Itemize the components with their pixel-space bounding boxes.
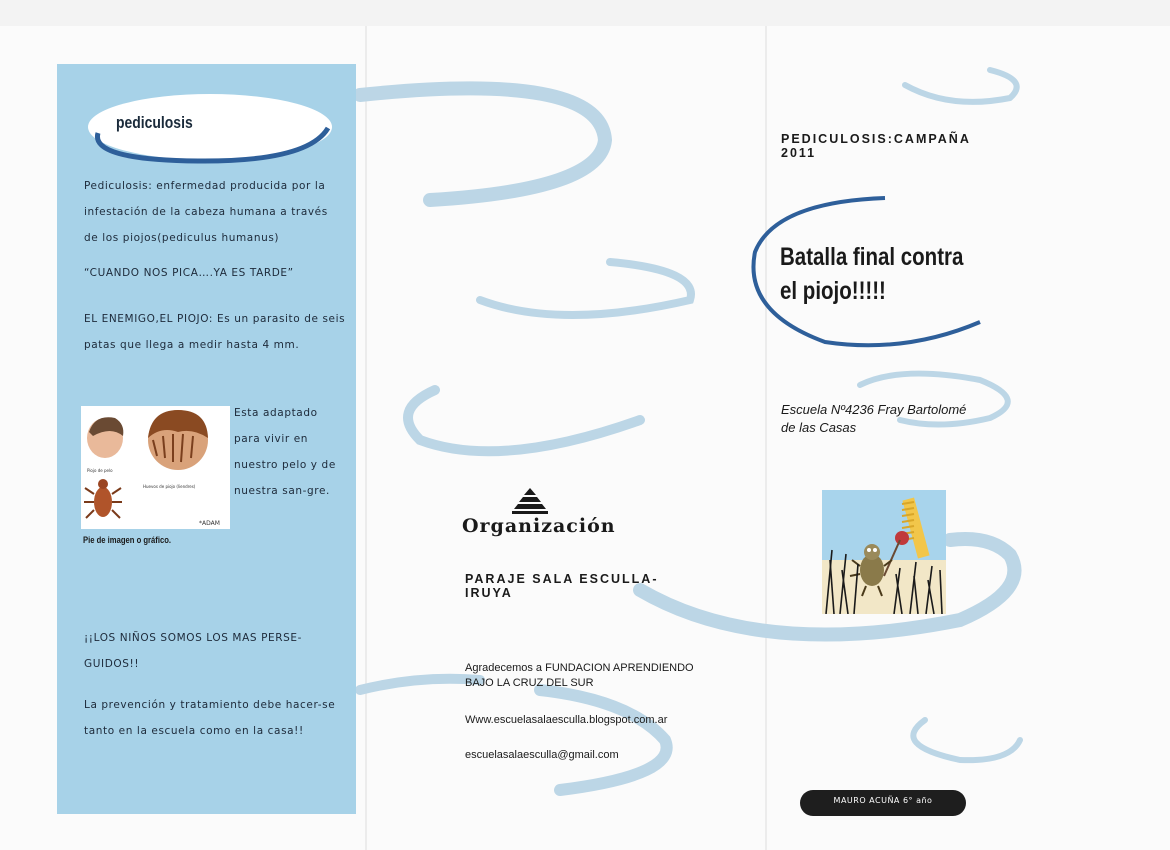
headline: Batalla final contra el piojo!!!!! bbox=[780, 243, 964, 305]
fold-line bbox=[365, 26, 367, 850]
lice-illustration bbox=[81, 406, 230, 529]
image-caption: Pie de imagen o gráfico. bbox=[83, 535, 172, 545]
fold-line bbox=[765, 26, 767, 850]
thanks-text: Agradecemos a FUNDACION APRENDIENDO BAJO LA CRUZ DEL SUR bbox=[465, 662, 694, 689]
prevention-text: La prevención y tratamiento debe hacer-se tanto en la escuela como en la casa!! bbox=[84, 699, 336, 737]
place-name: PARAJE SALA ESCULLA-IRUYA bbox=[465, 572, 659, 600]
website-link[interactable]: Www.escuelasalaesculla.blogspot.com.ar bbox=[465, 714, 668, 726]
adapted-text: Esta adaptado para vivir en nuestro pelo y de nuestra san-gre. bbox=[234, 407, 336, 497]
email-link[interactable]: escuelasalaesculla@gmail.com bbox=[465, 749, 619, 761]
organization-logo-icon bbox=[512, 488, 548, 514]
school-name: Escuela Nº4236 Fray Bartolomé de las Casas bbox=[781, 402, 967, 435]
lice-label: Piojo de pelo bbox=[87, 468, 113, 473]
definition-text: Pediculosis: enfermedad producida por la infestación de la cabeza humana a través de los piojos(pediculus humanus) bbox=[84, 180, 328, 244]
author-name: MAURO ACUÑA 6° año bbox=[833, 796, 933, 805]
louse-with-comb-clipart bbox=[822, 490, 946, 614]
campaign-title: PEDICULOSIS:CAMPAÑA 2011 bbox=[781, 132, 971, 160]
panel-title: pediculosis bbox=[116, 113, 193, 132]
children-text: ¡¡LOS NIÑOS SOMOS LOS MAS PERSE-GUIDOS!! bbox=[84, 632, 303, 670]
organization-name: Organización bbox=[462, 515, 616, 537]
nits-label: Huevos de piojo (liendres) bbox=[143, 484, 196, 489]
quote-text: “CUANDO NOS PICA….YA ES TARDE” bbox=[84, 267, 294, 279]
brand-label: *ADAM bbox=[199, 520, 220, 527]
enemy-text: EL ENEMIGO,EL PIOJO: Es un parasito de seis patas que llega a medir hasta 4 mm. bbox=[84, 313, 346, 351]
